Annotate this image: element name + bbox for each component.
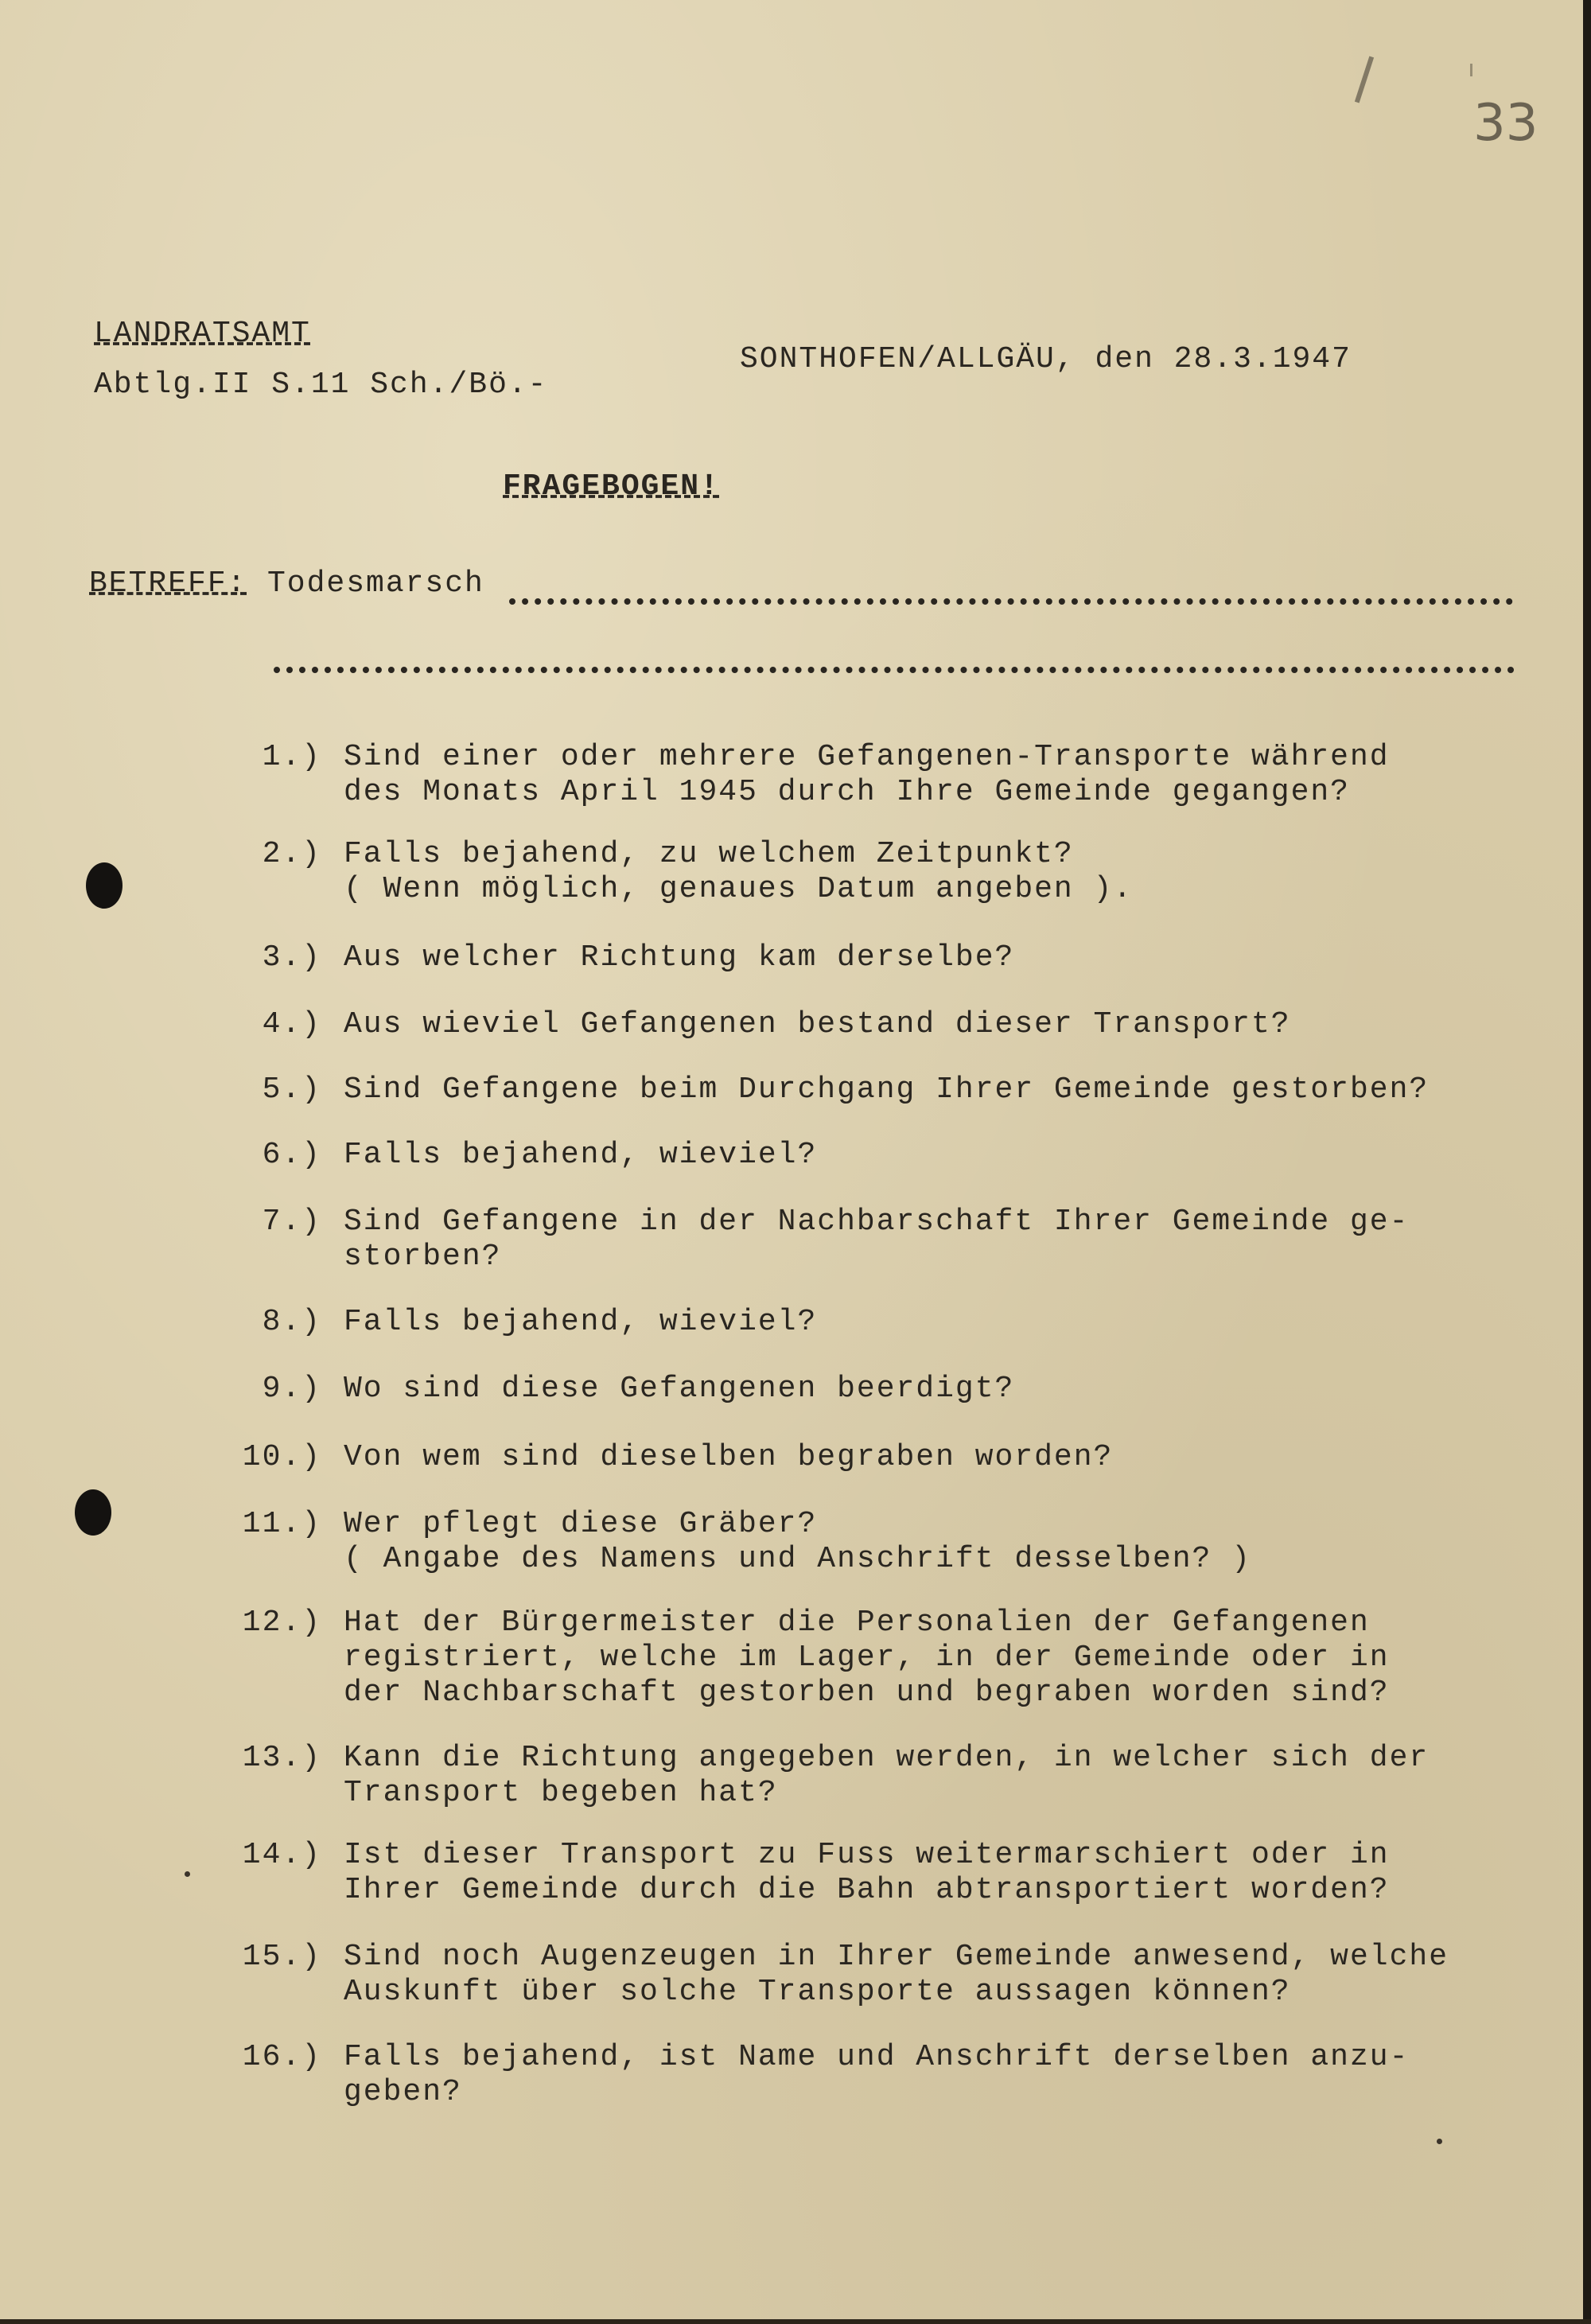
question-number: 14.) bbox=[242, 1838, 321, 1872]
question-text bbox=[344, 837, 1133, 907]
pencil-stroke bbox=[1470, 64, 1472, 76]
question-text bbox=[344, 1205, 1409, 1275]
question-line: der Nachbarschaft gestorben und begraben worden sind? bbox=[344, 1676, 1390, 1710]
question-line: Hat der Bürgermeister die Personalien der Gefangenen bbox=[344, 1606, 1370, 1640]
question-line: Aus wieviel Gefangenen bestand dieser Transport? bbox=[344, 1007, 1291, 1041]
question-line: Auskunft über solche Transporte aussagen können? bbox=[344, 1975, 1291, 2009]
subject-value: Todesmarsch bbox=[267, 566, 484, 601]
question-number: 6.) bbox=[262, 1138, 321, 1172]
question-number: 2.) bbox=[262, 837, 321, 871]
page-number: 33 bbox=[1473, 94, 1538, 153]
question-number: 9.) bbox=[262, 1372, 321, 1406]
question-line: Sind Gefangene beim Durchgang Ihrer Gemeinde gestorben? bbox=[344, 1072, 1430, 1107]
reference-number: Abtlg.II S.11 Sch./Bö.- bbox=[94, 368, 548, 402]
question-line: Von wem sind dieselben begraben worden? bbox=[344, 1440, 1114, 1474]
question-text bbox=[344, 1838, 1390, 1908]
question-line: Ihrer Gemeinde durch die Bahn abtransportiert worden? bbox=[344, 1873, 1390, 1907]
question-line: des Monats April 1945 durch Ihre Gemeinde gegangen? bbox=[344, 775, 1350, 809]
subject-label: BETREFF: bbox=[89, 566, 247, 601]
speck bbox=[1437, 2139, 1442, 2144]
question-number: 13.) bbox=[242, 1741, 321, 1775]
question-line: Falls bejahend, ist Name und Anschrift derselben anzu- bbox=[344, 2040, 1410, 2074]
question-text bbox=[344, 1138, 817, 1173]
office-title: LANDRATSAMT bbox=[94, 317, 311, 351]
question-text bbox=[344, 2040, 1409, 2110]
question-line: storben? bbox=[344, 1240, 502, 1274]
question-number: 4.) bbox=[262, 1007, 321, 1041]
question-line: geben? bbox=[344, 2075, 462, 2109]
question-line: Sind einer oder mehrere Gefangenen-Transporte während bbox=[344, 740, 1390, 774]
question-line: Wer pflegt diese Gräber? bbox=[344, 1507, 818, 1541]
question-text bbox=[344, 1305, 817, 1340]
punch-hole bbox=[75, 1489, 111, 1536]
question-number: 3.) bbox=[262, 940, 321, 975]
question-line: Falls bejahend, zu welchem Zeitpunkt? bbox=[344, 837, 1074, 871]
question-text bbox=[344, 940, 1014, 975]
question-number: 15.) bbox=[242, 1940, 321, 1974]
question-text bbox=[344, 1741, 1429, 1811]
question-text bbox=[344, 1007, 1291, 1042]
question-line: Falls bejahend, wieviel? bbox=[344, 1138, 818, 1172]
question-line: Sind noch Augenzeugen in Ihrer Gemeinde anwesend, welche bbox=[344, 1940, 1449, 1974]
question-text bbox=[344, 1940, 1449, 2010]
scan-border-bottom bbox=[0, 2319, 1591, 2324]
place-date: SONTHOFEN/ALLGÄU, den 28.3.1947 bbox=[740, 342, 1352, 376]
punch-hole bbox=[86, 862, 123, 909]
question-line: ( Wenn möglich, genaues Datum angeben ). bbox=[344, 872, 1134, 906]
question-line: Ist dieser Transport zu Fuss weitermarschiert oder in bbox=[344, 1838, 1390, 1872]
question-number: 5.) bbox=[262, 1072, 321, 1107]
question-line: Sind Gefangene in der Nachbarschaft Ihrer Gemeinde ge- bbox=[344, 1205, 1410, 1239]
dotted-line bbox=[509, 598, 1513, 605]
pencil-stroke bbox=[1355, 56, 1374, 103]
question-line: ( Angabe des Namens und Anschrift desselben? ) bbox=[344, 1542, 1251, 1576]
question-number: 11.) bbox=[242, 1507, 321, 1541]
question-line: Kann die Richtung angegeben werden, in welcher sich der bbox=[344, 1741, 1430, 1775]
scan-border-right bbox=[1583, 0, 1591, 2324]
question-line: Wo sind diese Gefangenen beerdigt? bbox=[344, 1372, 1015, 1406]
question-line: Falls bejahend, wieviel? bbox=[344, 1305, 818, 1339]
question-number: 10.) bbox=[242, 1440, 321, 1474]
question-text bbox=[344, 1372, 1014, 1407]
question-number: 7.) bbox=[262, 1205, 321, 1239]
question-text bbox=[344, 1440, 1113, 1475]
question-number: 8.) bbox=[262, 1305, 321, 1339]
question-line: registriert, welche im Lager, in der Gemeinde oder in bbox=[344, 1641, 1390, 1675]
question-number: 12.) bbox=[242, 1606, 321, 1640]
question-number: 1.) bbox=[262, 740, 321, 774]
question-line: Aus welcher Richtung kam derselbe? bbox=[344, 940, 1015, 975]
speck bbox=[185, 1871, 190, 1877]
question-text bbox=[344, 1507, 1251, 1577]
question-line: Transport begeben hat? bbox=[344, 1776, 778, 1810]
document-title: FRAGEBOGEN! bbox=[503, 469, 720, 504]
dotted-line bbox=[274, 667, 1515, 673]
question-text bbox=[344, 740, 1390, 810]
question-text bbox=[344, 1072, 1429, 1108]
question-text bbox=[344, 1606, 1390, 1711]
question-number: 16.) bbox=[242, 2040, 321, 2074]
